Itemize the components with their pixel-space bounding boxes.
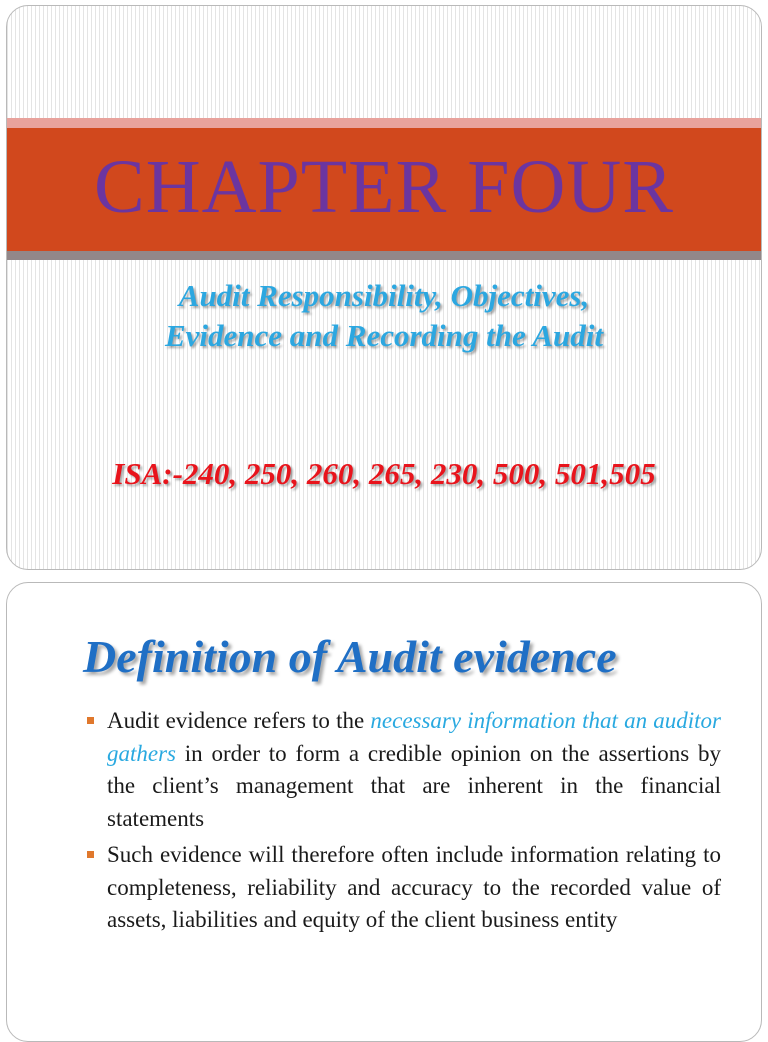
chapter-subtitle: [7, 276, 761, 356]
bullet-square-icon: [87, 717, 94, 724]
chapter-subtitle-line-2: Evidence and Recording the Audit: [164, 318, 604, 353]
chapter-subtitle-line-1: Audit Responsibility, Objectives,: [178, 278, 590, 313]
chapter-title: CHAPTER FOUR: [94, 145, 674, 229]
bullet-item: [87, 839, 721, 937]
title-band-bottom-stripe: [7, 251, 761, 260]
bullet-emphasis: necessary information that an auditor gathers: [107, 708, 721, 766]
bullet-text: Audit evidence refers to the: [107, 708, 371, 733]
definition-heading: Definition of Audit evidence: [83, 631, 617, 682]
bullet-text: Such evidence will therefore often include information relating to completeness, reliability and accuracy to the recorded value of assets, liabilities and equity of the client business entity: [107, 842, 721, 932]
bullet-item: [87, 705, 721, 835]
definition-bullet-list: [87, 705, 721, 941]
bullet-text-continued: in order to form a credible opinion on the assertions by the client’s management that are inherent in the financial statements: [107, 740, 721, 831]
isa-standards-list: ISA:-240, 250, 260, 265, 230, 500, 501,505: [112, 456, 656, 491]
title-band-top-stripe: [7, 118, 761, 128]
definition-slide: [6, 582, 762, 1042]
title-slide: [6, 5, 762, 570]
bullet-square-icon: [87, 851, 94, 858]
